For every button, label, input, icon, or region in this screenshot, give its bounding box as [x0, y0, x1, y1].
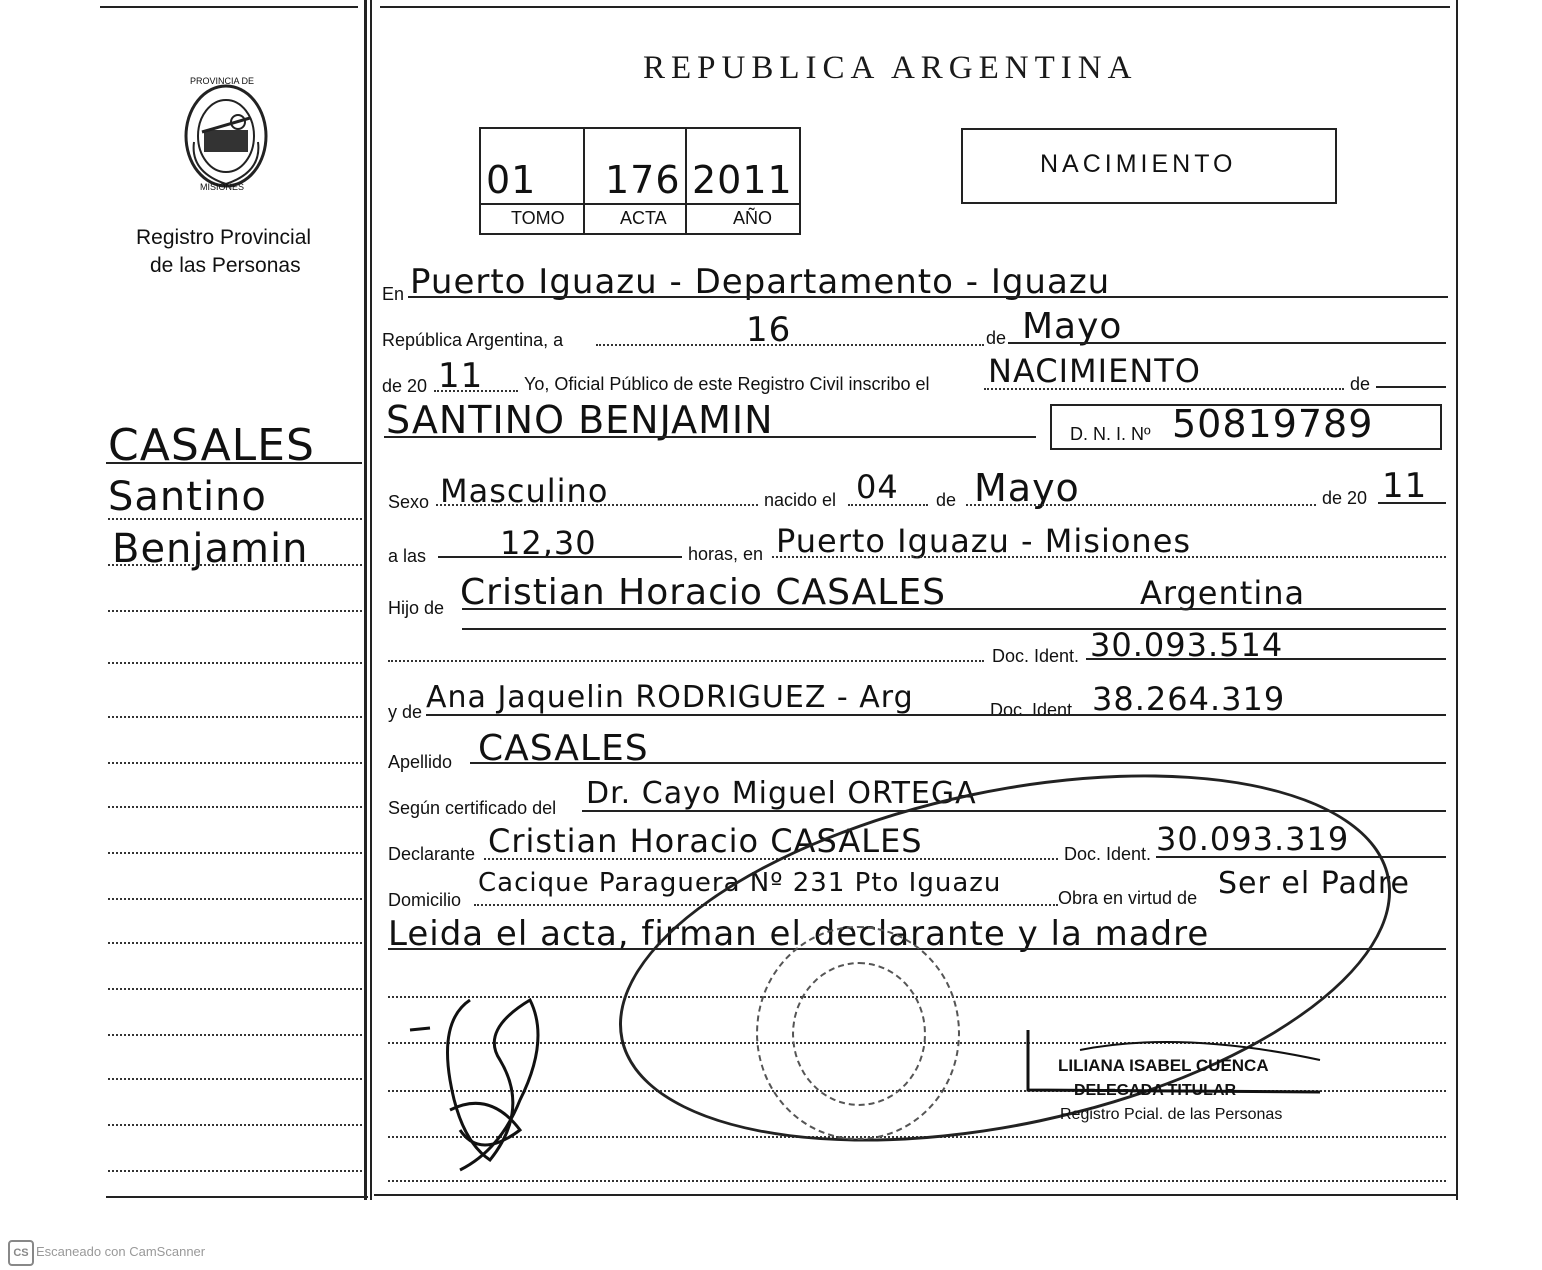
apellido-value: CASALES [478, 728, 649, 769]
de-label: de [986, 328, 1007, 348]
margin-line-7 [108, 806, 362, 808]
country-title: REPUBLICA ARGENTINA [643, 50, 1138, 86]
en-line [408, 296, 1448, 298]
margin-line-8 [108, 852, 362, 854]
right-border [1456, 0, 1458, 1200]
sexo-value: Masculino [440, 472, 609, 510]
de20-label-2: de 20 [1322, 488, 1368, 508]
yo-label: Yo, Oficial Público de este Registro Civil inscribo el [524, 374, 930, 394]
declarante-doc: 30.093.319 [1156, 820, 1350, 858]
domicilio-label: Domicilio [388, 890, 462, 910]
main-top-rule [380, 6, 1450, 8]
margin-line-5 [108, 716, 362, 718]
de-label-3: de [936, 490, 957, 510]
en-label: En [382, 284, 405, 304]
official-role: DELEGADA TITULAR [1074, 1082, 1237, 1099]
margin-surname-line [106, 462, 362, 464]
anio-label: AÑO [733, 208, 773, 228]
camscanner-text: Escaneado con CamScanner [36, 1244, 206, 1259]
margin-line-6 [108, 762, 362, 764]
dni-label: D. N. I. Nº [1070, 424, 1151, 444]
month-line [1008, 342, 1446, 344]
de20-label: de 20 [382, 376, 428, 396]
father-nationality: Argentina [1140, 574, 1306, 612]
father-name: Cristian Horacio CASALES [460, 572, 946, 613]
horas-label: horas, en [688, 544, 764, 564]
margin-line-3 [108, 610, 362, 612]
margin-line-13 [108, 1078, 362, 1080]
de-label-2: de [1350, 374, 1371, 394]
birth-year: 11 [1382, 466, 1428, 506]
seal-bottom-text: MISIONES [200, 182, 245, 192]
record-type-label: NACIMIENTO [1040, 150, 1237, 178]
anio-value: 2011 [692, 158, 793, 202]
tomo-label: TOMO [511, 208, 565, 228]
father-doc-line-left [388, 660, 984, 662]
registry-name-line2: de las Personas [150, 254, 301, 277]
bottom-rule-main [374, 1194, 1458, 1196]
mother-name: Ana Jaquelin RODRIGUEZ - Arg [426, 680, 914, 715]
margin-line-4 [108, 662, 362, 664]
declarante-label: Declarante [388, 844, 476, 864]
inscribo-line [984, 388, 1344, 390]
margin-line-1 [108, 518, 362, 520]
left-top-rule [100, 6, 358, 8]
mother-doc: 38.264.319 [1092, 680, 1286, 718]
mother-doc-label: Doc. Ident. [990, 700, 1078, 720]
margin-first-name: Santino [108, 474, 267, 520]
official-office: Registro Pcial. de las Personas [1060, 1106, 1283, 1123]
alas-label: a las [388, 546, 427, 566]
year-value: 11 [438, 356, 484, 396]
declarante-value: Cristian Horacio CASALES [488, 822, 923, 860]
left-column-divider [364, 0, 367, 1200]
child-name-line [384, 436, 1036, 438]
tomo-value: 01 [486, 158, 537, 202]
record-box-divider [481, 203, 799, 205]
bottom-rule-left [106, 1196, 368, 1198]
margin-line-2 [108, 564, 362, 566]
record-box-col1 [583, 129, 585, 233]
official-name: LILIANA ISABEL CUENCA [1058, 1056, 1269, 1075]
official-round-stamp-inner [792, 962, 926, 1106]
dni-value: 50819789 [1172, 402, 1374, 446]
child-name: SANTINO BENJAMIN [386, 398, 774, 442]
record-box-col2 [685, 129, 687, 233]
margin-surname: CASALES [108, 420, 315, 471]
margin-line-10 [108, 942, 362, 944]
declarante-doc-label: Doc. Ident. [1064, 844, 1152, 864]
domicilio-value: Cacique Paraguera Nº 231 Pto Iguazu [478, 868, 1002, 898]
camscanner-logo: CS [8, 1240, 34, 1266]
month-value: Mayo [1022, 306, 1123, 347]
father-doc-label: Doc. Ident. [992, 646, 1080, 666]
note-value: Leida el acta, firman el declarante y la madre [388, 914, 1210, 954]
nacido-label: nacido el [764, 490, 837, 510]
birth-place-line [772, 556, 1446, 558]
republica-label: República Argentina, a [382, 330, 564, 350]
margin-line-12 [108, 1034, 362, 1036]
birth-place: Puerto Iguazu - Misiones [776, 522, 1192, 560]
hijo-label: Hijo de [388, 598, 445, 618]
margin-line-9 [108, 898, 362, 900]
father-doc-line [1086, 658, 1446, 660]
declarant-signature [400, 960, 580, 1190]
apellido-line [470, 762, 1446, 764]
segun-label: Según certificado del [388, 798, 557, 818]
sexo-label: Sexo [388, 492, 430, 512]
de-line-2 [1376, 386, 1446, 388]
provincial-seal-icon [182, 82, 270, 190]
apellido-label: Apellido [388, 752, 453, 772]
year-line [434, 390, 518, 392]
mother-line [426, 714, 1446, 716]
birth-day-line [848, 504, 928, 506]
en-value: Puerto Iguazu - Departamento - Iguazu [410, 262, 1111, 302]
seal-top-text: PROVINCIA DE [190, 76, 255, 86]
birth-month-line [966, 504, 1316, 506]
margin-second-name: Benjamin [112, 526, 309, 572]
father-doc: 30.093.514 [1090, 626, 1284, 664]
father-line-2 [462, 628, 1446, 630]
hour-line [438, 556, 682, 558]
acta-value: 176 [605, 158, 681, 202]
main-left-divider [370, 0, 372, 1200]
yde-label: y de [388, 702, 423, 722]
hour-value: 12,30 [500, 524, 597, 562]
cert-value: Dr. Cayo Miguel ORTEGA [586, 776, 977, 811]
margin-line-11 [108, 988, 362, 990]
margin-line-15 [108, 1170, 362, 1172]
birth-month: Mayo [974, 466, 1080, 510]
obra-label: Obra en virtud de [1058, 888, 1198, 908]
birth-year-line [1378, 502, 1446, 504]
obra-value: Ser el Padre [1218, 866, 1410, 901]
sexo-line [436, 504, 758, 506]
father-line [462, 608, 1446, 610]
acta-label: ACTA [620, 208, 667, 228]
inscribo-value: NACIMIENTO [988, 352, 1201, 390]
day-value: 16 [746, 310, 792, 350]
birth-day: 04 [856, 468, 899, 506]
margin-line-14 [108, 1124, 362, 1126]
registry-name-line1: Registro Provincial [136, 226, 312, 249]
